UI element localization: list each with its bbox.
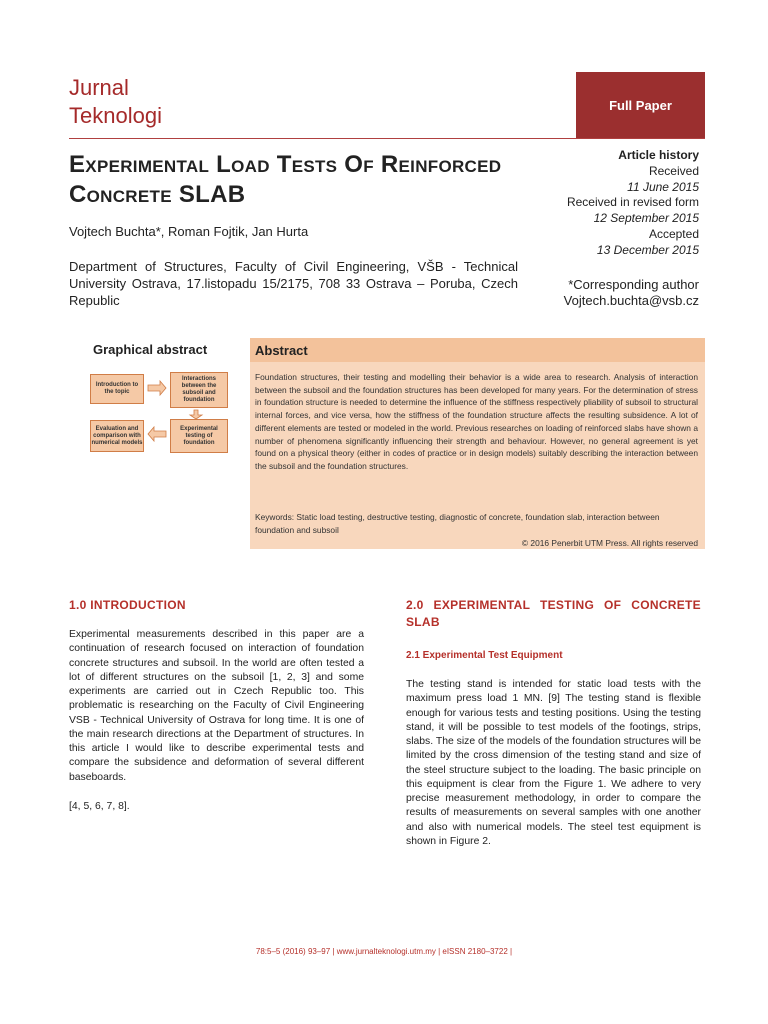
section-title-experimental: 2.0 EXPERIMENTAL TESTING OF CONCRETE SLAB (406, 598, 701, 629)
article-history (499, 148, 699, 259)
abstract-title: Abstract (255, 343, 308, 358)
section-title-introduction: 1.0 INTRODUCTION (69, 598, 186, 612)
page-footer: 78:5–5 (2016) 93–97 | www.jurnalteknologi.utm.my | eISSN 2180–3722 | (255, 947, 513, 956)
ga-arrows (90, 372, 230, 456)
header-divider (69, 138, 705, 139)
history-accepted-date: 13 December 2015 (596, 242, 699, 257)
arrow-down-icon (190, 410, 202, 419)
history-received-label: Received (648, 163, 699, 178)
journal-name-line1: Jurnal (69, 75, 129, 100)
history-revised-date: 12 September 2015 (593, 211, 699, 226)
authors: Vojtech Buchta*, Roman Fojtik, Jan Hurta (69, 224, 309, 239)
subsection-title-equipment: 2.1 Experimental Test Equipment (406, 650, 563, 661)
experimental-text: The testing stand is intended for static load tests with the maximum press load 1 MN. [9] The testing stand is flexible enough for various tests and testing positions. Using the testing stand, it will be possible to test models of the footings, strips, slabs. The size of the models of the foundation structures will be limited by the cross dimension of the testing stand and size of the steel structure subject to the loading. The basic principle on this equipment is clear from the Figure 1. We adhere to very precise measurement methodology, in order to compare the results of measurements on several samples with one another and also with numerical models. The steel test equipment is shown in Figure 2. (406, 679, 701, 847)
affiliation: Department of Structures, Faculty of Civil Engineering, VŠB - Technical University Ostrava, 17.listopadu 15/2175, 708 33 Ostrava – Poruba, Czech Republic (69, 259, 518, 308)
ga-box-evaluation: Evaluation and comparison with numerical models (90, 420, 144, 452)
ga-box-interactions: Interactions between the subsoil and foundation (170, 372, 228, 408)
arrow-left-icon (148, 427, 166, 441)
history-revised-label: Received in revised form (566, 195, 699, 210)
paper-title: Experimental Load Tests Of Reinforced Concrete SLAB (69, 151, 502, 208)
ga-box-experimental: Experimental testing of foundation (170, 419, 228, 453)
history-received-date: 11 June 2015 (627, 179, 699, 194)
history-accepted-label: Accepted (648, 226, 699, 241)
copyright: © 2016 Penerbit UTM Press. All rights reserved (521, 538, 698, 548)
ga-box-intro: Introduction to the topic (90, 374, 144, 404)
journal-name (69, 74, 162, 130)
journal-name-line2: Teknologi (69, 103, 162, 128)
abstract-header-bar (250, 338, 705, 362)
introduction-text: Experimental measurements described in this paper are a continuation of research focused on interaction of foundation concrete structures and subsoil. In the world are often tested a lot of different structures on the subsoil [1, 2, 3] and some experiments are carried out in Czech Republic too. This problematic is researching on the Faculty of Civil Engineering VSB - Technical University of Ostrava for long time. It is one of the main research directions at the Department of structures. In this article I would like to describe experimental tests and compare the subsidence and deformation of several different baseboards. (69, 629, 364, 783)
history-heading: Article history (618, 148, 699, 162)
arrow-right-icon (148, 381, 166, 395)
paper-type-badge: Full Paper (576, 72, 705, 138)
graphical-abstract-figure (90, 372, 230, 456)
graphical-abstract-title: Graphical abstract (93, 342, 208, 357)
introduction-refs: [4, 5, 6, 7, 8]. (69, 801, 130, 812)
corresponding-label: *Corresponding author (568, 277, 699, 292)
corresponding-author (469, 277, 699, 309)
keywords: Keywords: Static load testing, destructive testing, diagnostic of concrete, foundation slab, interaction between foundation and subsoil (255, 512, 660, 535)
corresponding-email[interactable]: Vojtech.buchta@vsb.cz (563, 293, 699, 308)
abstract-text: Foundation structures, their testing and modelling their behavior is a wide area to research. Analysis of interaction between the subsoil and the foundation structures has been developed for many years. For the determination of stress in foundation structure is needed to determine the influence of the stiffness respectively pliability of subsoil to structural internal forces, and vice versa, how the stiffness of the foundation structure affects the resulting subsidence. A lot of different elements are tested or modeled in the world. Previous researches on loading of reinforced slabs have shown a number of phenomena significantly influencing their strength and behaviour. However, no general agreement is yet found on a physical theory (either in codes of practice or in design models) suitably describing the interaction between the subsoil and the foundation structures. (255, 372, 698, 471)
